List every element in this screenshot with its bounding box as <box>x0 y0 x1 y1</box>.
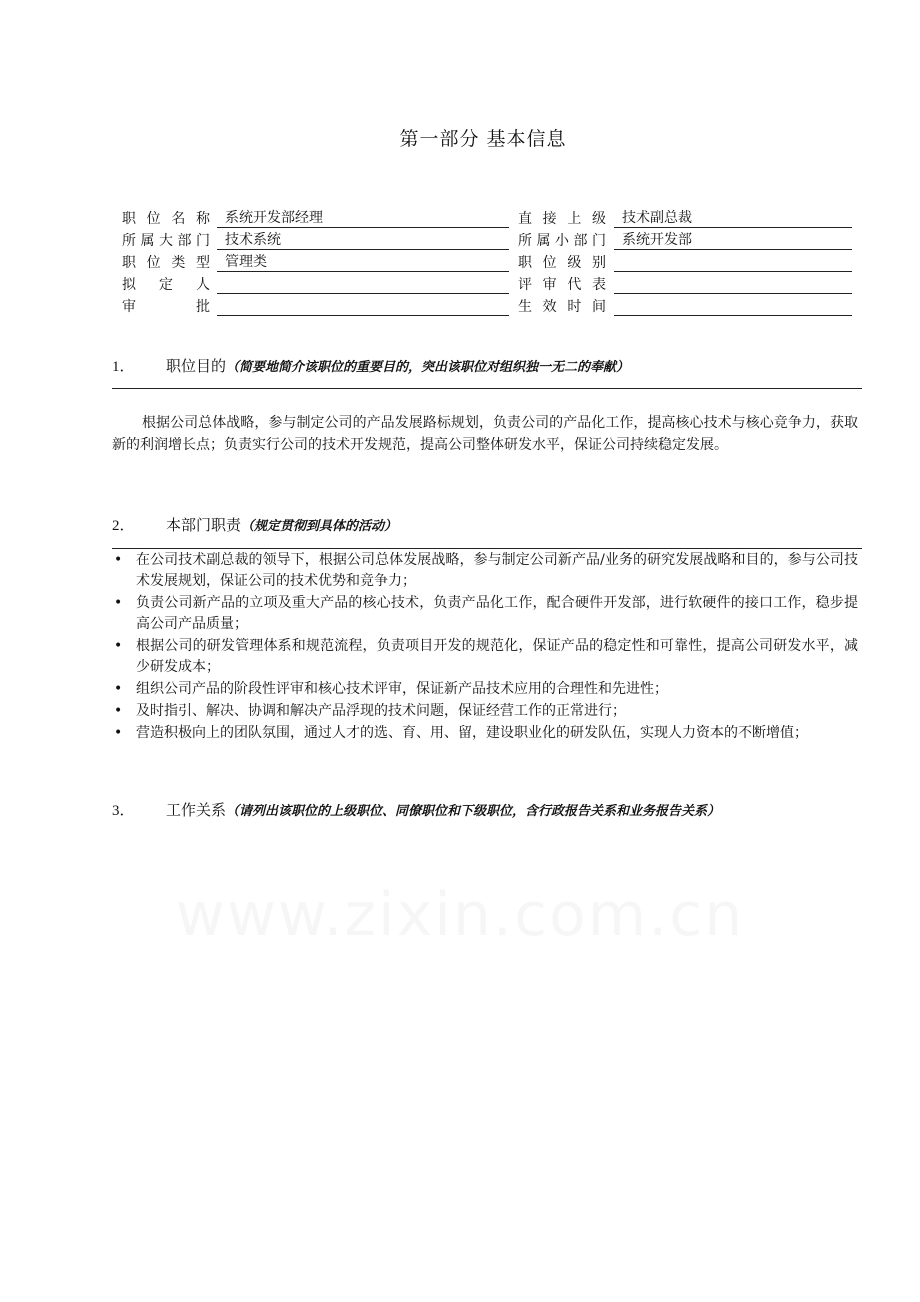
info-label <box>518 210 606 228</box>
info-label-char: 别 <box>591 255 606 271</box>
bullet-icon: • <box>114 681 123 697</box>
info-label-char: 所 <box>518 233 532 249</box>
info-label-char: 门 <box>196 233 210 249</box>
info-label-char: 所 <box>122 233 136 249</box>
info-label-char: 生 <box>518 299 532 315</box>
info-label-char: 审 <box>122 299 136 315</box>
section-2-rule <box>112 548 862 549</box>
info-value <box>217 296 509 316</box>
info-label <box>122 298 210 316</box>
duty-item <box>112 636 858 678</box>
page-title: 第一部分 基本信息 <box>399 128 567 150</box>
section-1-heading <box>112 356 629 378</box>
info-value <box>614 274 852 294</box>
info-label-char: 名 <box>171 211 186 227</box>
section-2-heading <box>112 515 397 537</box>
bullet-icon: • <box>114 703 123 719</box>
info-value: 技术系统 <box>217 230 509 250</box>
section-2-note: （规定贯彻到具体的活动） <box>241 519 398 534</box>
duty-item <box>112 723 858 744</box>
info-label <box>518 232 606 250</box>
info-label-char: 职 <box>518 255 532 271</box>
info-label-char: 上 <box>567 211 582 227</box>
info-value <box>614 296 852 316</box>
info-label-char: 位 <box>146 255 161 271</box>
bullet-icon: • <box>114 595 123 611</box>
info-value: 系统开发部 <box>614 230 852 250</box>
duty-item <box>112 701 858 722</box>
info-label <box>122 254 210 272</box>
duty-text: 营造积极向上的团队氛围，通过人才的选、育、用、留，建设职业化的研发队伍，实现人力资本的不断增值； <box>136 725 808 741</box>
info-label-char: 属 <box>536 233 551 249</box>
info-value: 技术副总裁 <box>614 208 852 228</box>
info-label-char: 称 <box>195 211 210 227</box>
section-3-heading <box>112 800 720 822</box>
info-label-char: 定 <box>159 277 173 293</box>
info-label-char: 类 <box>171 255 186 271</box>
info-label-char: 级 <box>591 211 606 227</box>
info-label-char: 级 <box>567 255 582 271</box>
bullet-icon: • <box>114 725 123 741</box>
info-label-char: 部 <box>177 233 192 249</box>
info-value <box>217 274 509 294</box>
duty-item <box>112 550 858 592</box>
watermark <box>0 880 920 950</box>
info-label <box>518 276 606 294</box>
info-label <box>518 298 606 316</box>
duty-item <box>112 679 858 700</box>
info-label-char: 人 <box>196 277 210 293</box>
info-label-char: 小 <box>555 233 569 249</box>
info-label-char: 属 <box>140 233 155 249</box>
info-value: 系统开发部经理 <box>217 208 509 228</box>
duty-text: 在公司技术副总裁的领导下，根据公司总体发展战略，参与制定公司新产品/业务的研究发展战略和目的，参与公司技术发展规划，保证公司的技术优势和竞争力； <box>136 552 858 589</box>
duty-text: 及时指引、解决、协调和解决产品浮现的技术问题，保证经营工作的正常进行； <box>136 703 626 719</box>
info-label-char: 型 <box>195 255 210 271</box>
info-label-char: 评 <box>518 277 532 293</box>
info-value: 管理类 <box>217 252 509 272</box>
info-label-char: 代 <box>567 277 582 293</box>
info-label-char: 拟 <box>122 277 136 293</box>
section-3-title: 工作关系 <box>166 801 227 819</box>
info-label-char: 大 <box>159 233 173 249</box>
info-label-char: 职 <box>122 211 136 227</box>
info-label-char: 位 <box>146 211 161 227</box>
section-2-title: 本部门职责 <box>166 516 242 534</box>
section-3-number: 3． <box>112 803 135 819</box>
info-label-char: 部 <box>573 233 588 249</box>
duty-text: 组织公司产品的阶段性评审和核心技术评审，保证新产品技术应用的合理性和先进性； <box>136 681 668 697</box>
info-label-char: 间 <box>591 299 606 315</box>
section-1-note: （简要地简介该职位的重要目的，突出该职位对组织独一无二的奉献） <box>226 360 630 375</box>
duty-text: 负责公司新产品的立项及重大产品的核心技术，负责产品化工作，配合硬件开发部，进行软硬件的接口工作，稳步提高公司产品质量； <box>136 595 858 632</box>
section-1-title: 职位目的 <box>166 357 227 375</box>
duties-list <box>112 550 858 745</box>
info-label-char: 效 <box>542 299 557 315</box>
info-label <box>122 232 210 250</box>
purpose-paragraph: 根据公司总体战略，参与制定公司的产品发展路标规划，负责公司的产品化工作，提高核心技术与核心竞争力，获取新的利润增长点；负责实行公司的技术开发规范，提高公司整体研发水平，保证公司持续稳定发展。 <box>112 415 858 453</box>
section-1-number: 1． <box>112 359 135 375</box>
info-label-char: 批 <box>196 299 210 315</box>
info-label <box>122 210 210 228</box>
info-label-char: 位 <box>542 255 557 271</box>
info-label-char: 接 <box>542 211 557 227</box>
duty-item <box>112 593 858 635</box>
info-label-char: 直 <box>518 211 532 227</box>
bullet-icon: • <box>114 638 123 654</box>
info-label-char: 审 <box>542 277 557 293</box>
section-1-rule <box>112 388 862 389</box>
info-label <box>122 276 210 294</box>
info-label-char: 表 <box>591 277 606 293</box>
section-3-note: （请列出该职位的上级职位、同僚职位和下级职位，含行政报告关系和业务报告关系） <box>226 804 721 819</box>
section-2-number: 2． <box>112 518 135 534</box>
info-label-char: 时 <box>567 299 582 315</box>
info-label-char: 职 <box>122 255 136 271</box>
duty-text: 根据公司的研发管理体系和规范流程，负责项目开发的规范化，保证产品的稳定性和可靠性，提高公司研发水平，减少研发成本； <box>136 638 858 675</box>
info-label <box>518 254 606 272</box>
bullet-icon: • <box>114 552 123 568</box>
info-value <box>614 252 852 272</box>
info-label-char: 门 <box>592 233 606 249</box>
